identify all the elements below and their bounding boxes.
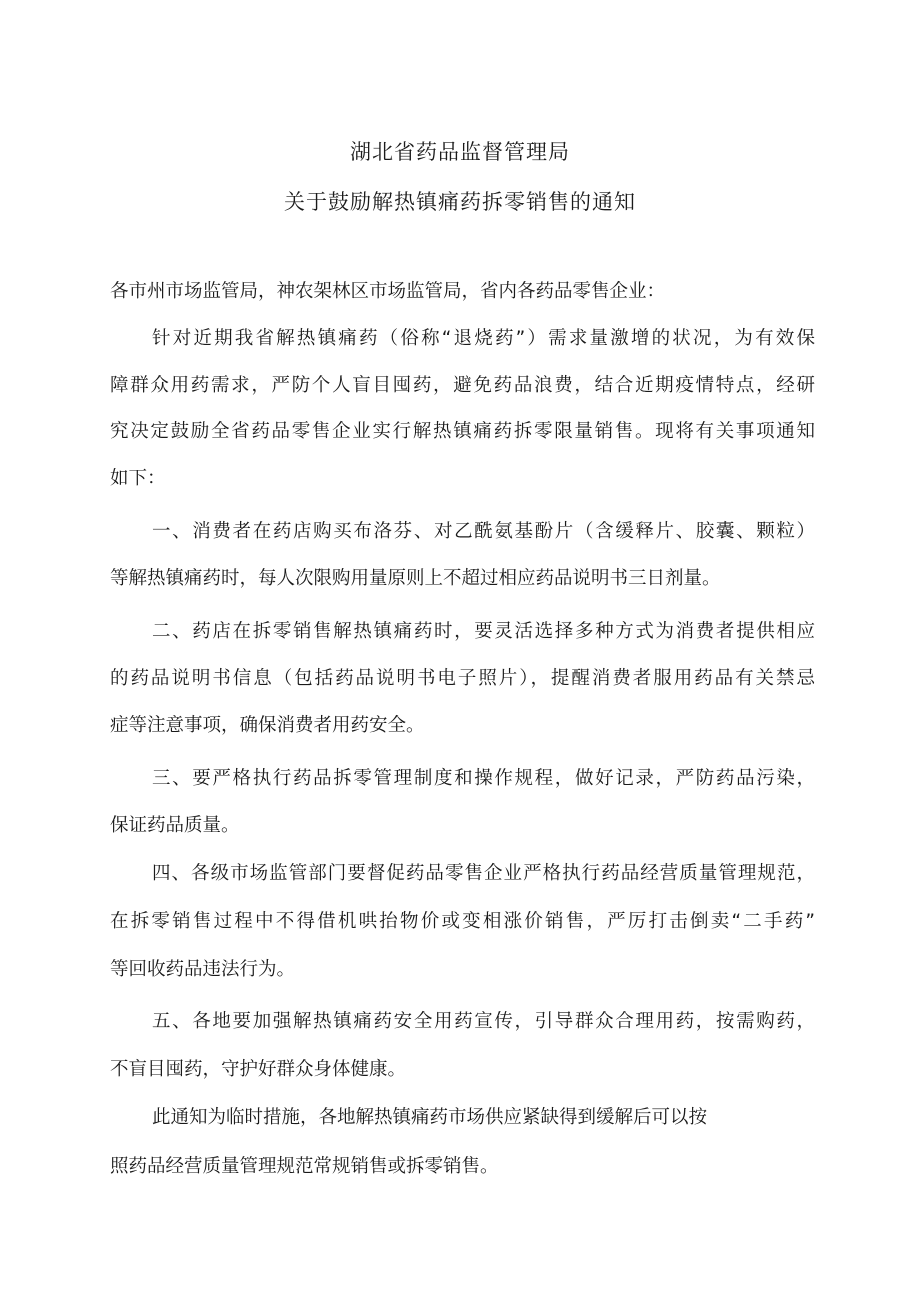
closing-line-1: 此通知为临时措施，各地解热镇痛药市场供应紧缺得到缓解后可以按 bbox=[152, 1107, 708, 1128]
item-3-line-2: 保证药品质量。 bbox=[110, 815, 240, 836]
addressee-line: 各市州市场监管局，神农架林区市场监管局，省内各药品零售企业： bbox=[110, 281, 666, 302]
item-2-line-2: 的药品说明书信息（包括药品说明书电子照片），提醒消费者服用药品有关禁忌 bbox=[110, 668, 815, 689]
item-4-line-3: 等回收药品违法行为。 bbox=[110, 959, 296, 980]
item-2-line-1: 二、药店在拆零销售解热镇痛药时，要灵活选择多种方式为消费者提供相应 bbox=[152, 621, 815, 642]
intro-line-3: 究决定鼓励全省药品零售企业实行解热镇痛药拆零限量销售。现将有关事项通知 bbox=[110, 421, 815, 442]
item-1-line-1: 一、消费者在药店购买布洛芬、对乙酰氨基酚片（含缓释片、胶囊、颗粒） bbox=[152, 521, 815, 542]
item-1-line-2: 等解热镇痛药时，每人次限购用量原则上不超过相应药品说明书三日剂量。 bbox=[110, 568, 721, 589]
item-3-line-1: 三、要严格执行药品拆零管理制度和操作规程，做好记录，严防药品污染， bbox=[152, 768, 815, 789]
intro-line-1: 针对近期我省解热镇痛药（俗称“退烧药”）需求量激增的状况，为有效保 bbox=[152, 328, 815, 349]
item-2-line-3: 症等注意事项，确保消费者用药安全。 bbox=[110, 715, 425, 736]
item-4-line-1: 四、各级市场监管部门要督促药品零售企业严格执行药品经营质量管理规范， bbox=[152, 863, 815, 884]
item-5-line-1: 五、各地要加强解热镇痛药安全用药宣传，引导群众合理用药，按需购药， bbox=[152, 1011, 815, 1032]
intro-line-2: 障群众用药需求，严防个人盲目囤药，避免药品浪费，结合近期疫情特点，经研 bbox=[110, 375, 815, 396]
agency-name: 湖北省药品监督管理局 bbox=[350, 140, 570, 164]
closing-line-2: 照药品经营质量管理规范常规销售或拆零销售。 bbox=[110, 1156, 499, 1177]
item-4-line-2: 在拆零销售过程中不得借机哄抬物价或变相涨价销售，严厉打击倒卖“二手药” bbox=[110, 911, 815, 932]
notice-title: 关于鼓励解热镇痛药拆零销售的通知 bbox=[284, 190, 636, 214]
intro-line-4: 如下： bbox=[110, 468, 166, 489]
item-5-line-2: 不盲目囤药，守护好群众身体健康。 bbox=[110, 1059, 407, 1080]
